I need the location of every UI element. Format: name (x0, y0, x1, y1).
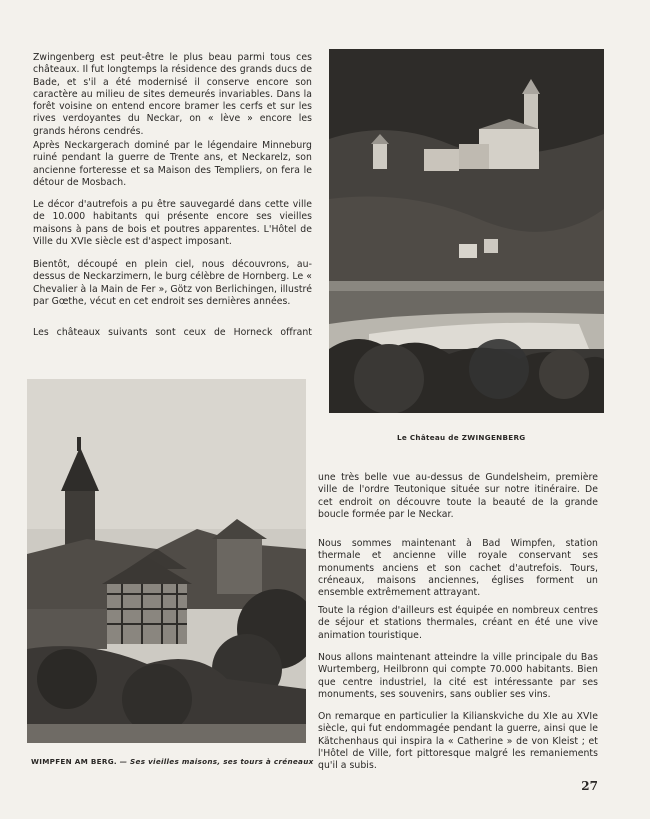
zwingenberg-castle-photo (329, 49, 604, 413)
paragraph-heilbronn: Nous allons maintenant atteindre la ville principale du Bas Wurtemberg, Heilbronn qui compte 70.000 habitants. Bien que centre industriel, la cité est intéressante par ses monuments, ses souvenirs, sans oublier ses vins. (318, 652, 598, 700)
paragraph-zwingenberg: Zwingenberg est peut-être le plus beau parmi tous ces châteaux. Il fut longtemps la résidence des grands ducs de Bade, et s'il a été modernisé il conserve encore son caractère au milieu de sites demeurés invariables. Dans la forêt voisine on entend encore bramer les cerfs et sur les rives verdoyantes du Neckar, on « lève » encore les grands hérons cendrés. (33, 52, 312, 137)
paragraph-region: Toute la région d'ailleurs est équipée en nombreux centres de séjour et stations thermales, créant en été une vive animation touristique. (318, 605, 598, 641)
wimpfen-caption (31, 757, 314, 766)
caption-lead-text: Le Château de (397, 433, 459, 442)
paragraph-mosbach: Le décor d'autrefois a pu être sauvegardé dans cette ville de 10.000 habitants qui présente encore ses vieilles maisons à pans de bois et poutres apparentes. L'Hôtel de Ville du XVIe siècle est d'aspect imposant. (33, 199, 312, 247)
caption-place-name: WIMPFEN AM BERG. (31, 757, 117, 766)
zwingenberg-caption (397, 433, 526, 442)
page-number: 27 (581, 779, 598, 793)
caption-description: — Ses vieilles maisons, ses tours à créneaux (119, 757, 314, 766)
wimpfen-town-photo (27, 379, 306, 743)
paragraph-horneck: Les châteaux suivants sont ceux de Horneck offrant (33, 327, 312, 338)
paragraph-gundelsheim: une très belle vue au-dessus de Gundelsheim, première ville de l'ordre Teutonique située sur notre itinéraire. De cet endroit on découvre toute la beauté de la grande boucle formée par le Neckar. (318, 472, 598, 520)
paragraph-kilianskirche: On remarque en particulier la Kilianskviche du XIe au XVIe siècle, qui fut endommagée pendant la guerre, ainsi que le Kätchenhaus qui inspira la « Catherine » de von Kleist ; et l'Hôtel de Ville, fort pittoresque malgré les remaniements qu'il a subis. (318, 711, 598, 772)
paragraph-hornberg: Bientôt, découpé en plein ciel, nous découvrons, au-dessus de Neckarzimern, le burg célèbre de Hornberg. Le « Chevalier à la Main de Fer », Götz von Berlichingen, illustré par Gœthe, vécut en cet endroit ses dernières années. (33, 259, 312, 307)
paragraph-bad-wimpfen: Nous sommes maintenant à Bad Wimpfen, station thermale et ancienne ville royale conservant ses monuments anciens et son cachet d'autrefois. Tours, créneaux, maisons anciennes, églises forment un ensemble extrêmement attrayant. (318, 538, 598, 599)
caption-place-name: ZWINGENBERG (461, 433, 526, 442)
paragraph-neckargerach: Après Neckargerach dominé par le légendaire Minneburg ruiné pendant la guerre de Trente ans, et Neckarelz, son ancienne forteresse et sa Maison des Templiers, on fera le détour de Mosbach. (33, 140, 312, 188)
